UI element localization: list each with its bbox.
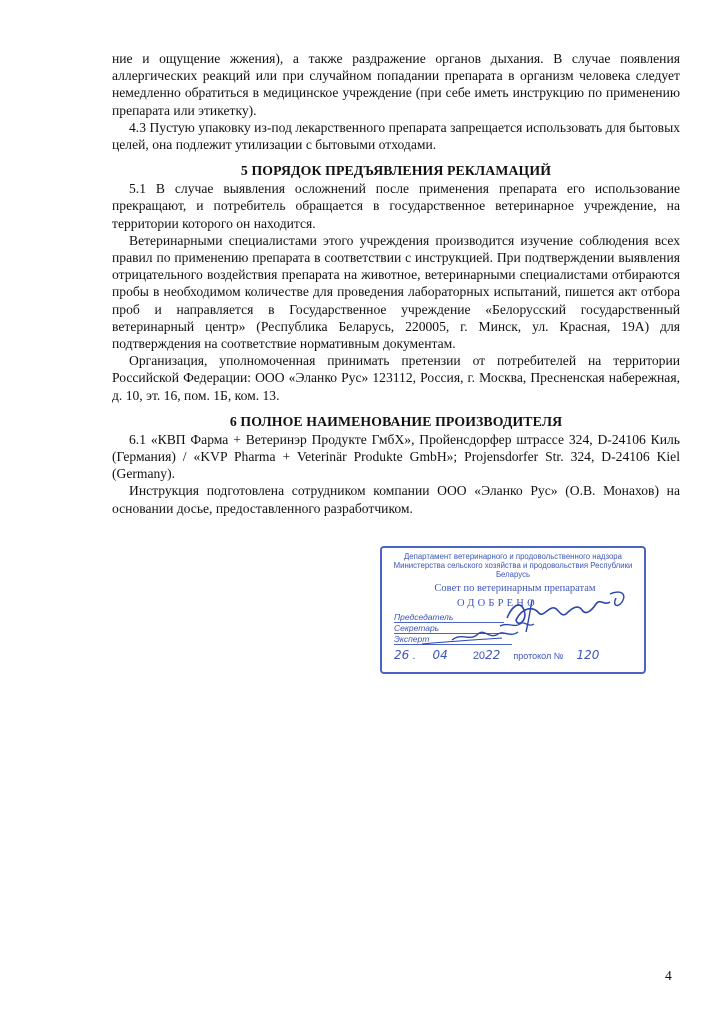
stamp-chairman-label: Председатель [394, 612, 504, 623]
stamp-protocol-number: 120 [576, 648, 600, 662]
paragraph: 5.1 В случае выявления осложнений после применения препарата его использование прекращают, и потребитель обращается в государственное ветеринарное учреждение, на территории которого он находится. [112, 181, 680, 231]
paragraph: Инструкция подготовлена сотрудником компании ООО «Эланко Рус» (О.В. Монахов) на основании досье, предоставленного разработчиком. [112, 483, 680, 516]
stamp-date-row: 26 . 04 2022 протокол № 120 [394, 648, 600, 662]
section-heading: 6 ПОЛНОЕ НАИМЕНОВАНИЕ ПРОИЗВОДИТЕЛЯ [229, 413, 563, 429]
page-number: 4 [665, 968, 672, 983]
stamp-approved: ОДОБРЕНО [457, 598, 538, 609]
stamp-date-day: 26 [394, 648, 410, 662]
stamp-council: Совет по ветеринарным препаратам [434, 583, 596, 594]
section-heading: 5 ПОРЯДОК ПРЕДЪЯВЛЕНИЯ РЕКЛАМАЦИЙ [240, 163, 552, 179]
approval-stamp [380, 546, 646, 674]
stamp-expert-label: Эксперт [394, 634, 512, 645]
paragraph: Ветеринарными специалистами этого учреждения производится изучение соблюдения всех правил по применению препарата в соответствии с инструкцией. При подтверждении выявления отрицательного воздействия препарата на животное, ветеринарными специалистами отбираются пробы в необходимом количестве для проведения лабораторных испытаний, пишется акт отбора проб и направляется в Государственное учреждение «Белорусский государственный ветеринарный центр» (Республика Беларусь, 220005, г. Минск, ул. Красная, 19А) для подтверждения на соответствие нормативным документам. [112, 232, 680, 352]
paragraph: Организация, уполномоченная принимать претензии от потребителей на территории Российской Федерации: ООО «Эланко Рус» 123112, Россия, г. Москва, Пресненская набережная, д. 10, эт. 16, пом. 1Б, ком. 13. [112, 353, 680, 403]
paragraph: ние и ощущение жжения), а также раздражение органов дыхания. В случае появления аллергических реакций или при случайном попадании препарата в организм человека следует немедленно обратиться в медицинское учреждение (при себе иметь инструкцию по применению препарата или этикетку). [112, 51, 680, 118]
stamp-organization: Департамент ветеринарного и продовольственного надзора Министерства сельского хозяйства и продовольствия Республики Беларусь [393, 552, 633, 579]
document-body [112, 50, 680, 517]
paragraph: 6.1 «КВП Фарма + Ветеринэр Продукте ГмбХ», Пройенсдорфер штрассе 324, D-24106 Киль (Германия) / «KVP Pharma + Veterinär Produkte GmbH»; Projensdorfer Str. 324, D-24106 Kiel (Germany). [112, 431, 680, 482]
stamp-date-year-prefix: 20 [472, 650, 486, 662]
paragraph: 4.3 Пустую упаковку из-под лекарственного препарата запрещается использовать для бытовых целей, она подлежит утилизации с бытовыми отходами. [112, 119, 680, 153]
stamp-secretary-label: Секретарь [394, 623, 506, 634]
stamp-date-month: 04 [432, 648, 448, 662]
handwritten-signatures [382, 548, 644, 672]
stamp-protocol-label: протокол № [513, 651, 564, 661]
stamp-date-year-suffix: 22 [485, 648, 501, 662]
